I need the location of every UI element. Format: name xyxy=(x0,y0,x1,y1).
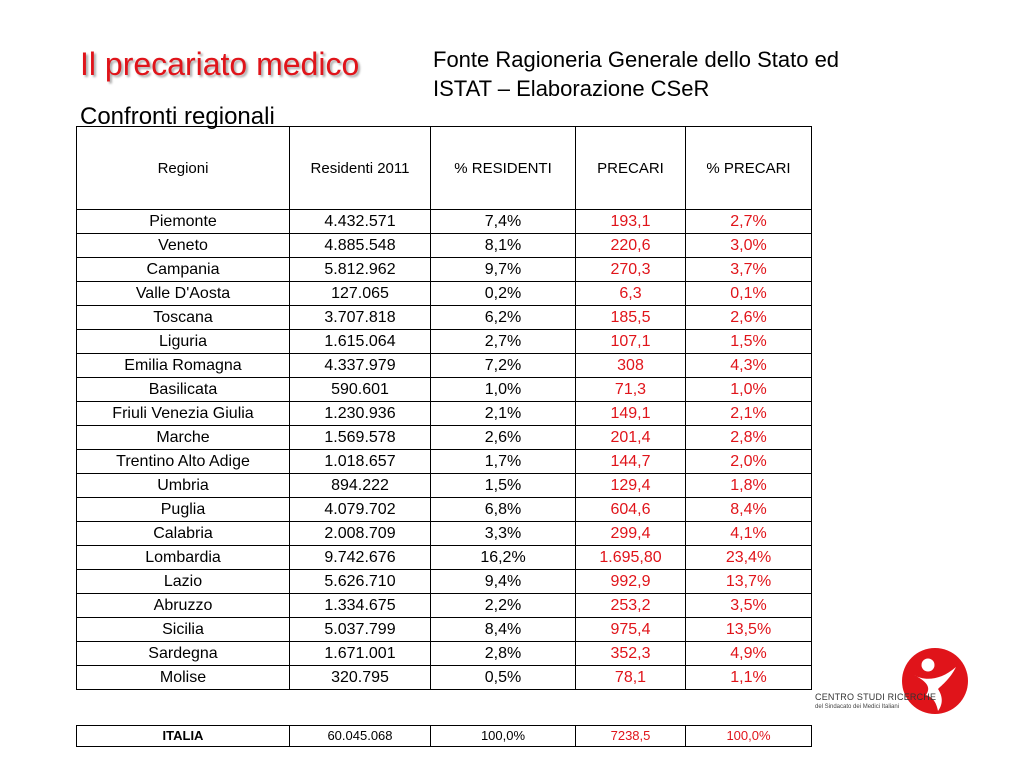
table-row xyxy=(77,594,812,618)
table-row xyxy=(77,282,812,306)
cell-region: Basilicata xyxy=(77,378,290,402)
cell-precari: 149,1 xyxy=(576,402,686,426)
cell-residents-pct: 1,5% xyxy=(431,474,576,498)
table-row xyxy=(77,378,812,402)
total-residents: 60.045.068 xyxy=(290,726,431,747)
cell-precari-pct: 2,6% xyxy=(686,306,812,330)
cell-residents-pct: 3,3% xyxy=(431,522,576,546)
logo-name: CENTRO STUDI RICERCHE xyxy=(815,692,937,702)
cell-residents: 3.707.818 xyxy=(290,306,431,330)
cell-precari-pct: 23,4% xyxy=(686,546,812,570)
table-row xyxy=(77,426,812,450)
cell-residents-pct: 8,1% xyxy=(431,234,576,258)
cell-precari: 270,3 xyxy=(576,258,686,282)
table-row xyxy=(77,474,812,498)
table-row xyxy=(77,498,812,522)
cell-region: Sicilia xyxy=(77,618,290,642)
table-row xyxy=(77,618,812,642)
cell-residents: 894.222 xyxy=(290,474,431,498)
cell-precari-pct: 1,0% xyxy=(686,378,812,402)
cell-precari: 352,3 xyxy=(576,642,686,666)
cell-residents: 4.432.571 xyxy=(290,210,431,234)
cell-region: Molise xyxy=(77,666,290,690)
cell-residents: 2.008.709 xyxy=(290,522,431,546)
cell-residents-pct: 2,7% xyxy=(431,330,576,354)
table-row xyxy=(77,234,812,258)
cell-precari: 253,2 xyxy=(576,594,686,618)
cell-residents-pct: 1,0% xyxy=(431,378,576,402)
table-row xyxy=(77,642,812,666)
cell-precari: 220,6 xyxy=(576,234,686,258)
cell-region: Emilia Romagna xyxy=(77,354,290,378)
cser-logo xyxy=(812,645,972,715)
cell-residents: 1.615.064 xyxy=(290,330,431,354)
page-title: Il precariato medico xyxy=(80,46,360,82)
cell-residents: 4.885.548 xyxy=(290,234,431,258)
cell-residents: 9.742.676 xyxy=(290,546,431,570)
cell-precari-pct: 1,1% xyxy=(686,666,812,690)
cell-residents: 127.065 xyxy=(290,282,431,306)
cell-precari: 185,5 xyxy=(576,306,686,330)
table-row xyxy=(77,546,812,570)
cell-region: Abruzzo xyxy=(77,594,290,618)
cell-precari-pct: 4,9% xyxy=(686,642,812,666)
source-line-1: Fonte Ragioneria Generale dello Stato ed xyxy=(433,47,840,72)
total-precari-pct: 100,0% xyxy=(686,726,812,747)
cell-region: Piemonte xyxy=(77,210,290,234)
cell-residents: 4.337.979 xyxy=(290,354,431,378)
cell-residents-pct: 9,7% xyxy=(431,258,576,282)
cell-precari-pct: 0,1% xyxy=(686,282,812,306)
cell-region: Calabria xyxy=(77,522,290,546)
cell-residents: 5.812.962 xyxy=(290,258,431,282)
cell-precari: 129,4 xyxy=(576,474,686,498)
cell-region: Valle D'Aosta xyxy=(77,282,290,306)
cell-precari: 308 xyxy=(576,354,686,378)
cell-residents: 5.626.710 xyxy=(290,570,431,594)
cell-residents-pct: 7,4% xyxy=(431,210,576,234)
column-header-region: Regioni xyxy=(77,127,290,210)
cell-precari: 604,6 xyxy=(576,498,686,522)
cell-precari: 193,1 xyxy=(576,210,686,234)
cell-residents-pct: 2,6% xyxy=(431,426,576,450)
cell-precari-pct: 3,0% xyxy=(686,234,812,258)
cell-region: Lazio xyxy=(77,570,290,594)
cell-precari-pct: 4,3% xyxy=(686,354,812,378)
column-header-residents-pct: % RESIDENTI xyxy=(431,127,576,210)
cell-precari-pct: 4,1% xyxy=(686,522,812,546)
cell-residents: 320.795 xyxy=(290,666,431,690)
cell-region: Sardegna xyxy=(77,642,290,666)
source-line-2: ISTAT – Elaborazione CSeR xyxy=(433,76,710,101)
cell-region: Veneto xyxy=(77,234,290,258)
cell-region: Lombardia xyxy=(77,546,290,570)
cell-residents: 1.334.675 xyxy=(290,594,431,618)
cell-residents-pct: 0,2% xyxy=(431,282,576,306)
header-row xyxy=(77,127,812,210)
cell-precari-pct: 13,5% xyxy=(686,618,812,642)
figure-logo-icon xyxy=(900,645,970,717)
table-row xyxy=(77,570,812,594)
cell-precari: 299,4 xyxy=(576,522,686,546)
table-row xyxy=(77,666,812,690)
table-row xyxy=(77,450,812,474)
column-header-residents: Residenti 2011 xyxy=(290,127,431,210)
cell-precari-pct: 3,5% xyxy=(686,594,812,618)
cell-precari: 71,3 xyxy=(576,378,686,402)
cell-precari: 78,1 xyxy=(576,666,686,690)
logo-subtitle: del Sindacato dei Medici Italiani xyxy=(815,704,900,710)
table-row xyxy=(77,258,812,282)
cell-region: Umbria xyxy=(77,474,290,498)
cell-residents-pct: 6,2% xyxy=(431,306,576,330)
cell-precari-pct: 2,1% xyxy=(686,402,812,426)
cell-region: Campania xyxy=(77,258,290,282)
cell-residents-pct: 16,2% xyxy=(431,546,576,570)
regional-table xyxy=(76,126,812,690)
cell-residents: 1.230.936 xyxy=(290,402,431,426)
cell-region: Puglia xyxy=(77,498,290,522)
cell-residents-pct: 7,2% xyxy=(431,354,576,378)
cell-residents-pct: 2,1% xyxy=(431,402,576,426)
cell-precari: 6,3 xyxy=(576,282,686,306)
cell-precari-pct: 1,8% xyxy=(686,474,812,498)
table-row xyxy=(77,330,812,354)
cell-precari-pct: 2,7% xyxy=(686,210,812,234)
total-label: ITALIA xyxy=(77,726,290,747)
cell-residents: 590.601 xyxy=(290,378,431,402)
cell-region: Marche xyxy=(77,426,290,450)
cell-region: Liguria xyxy=(77,330,290,354)
total-row xyxy=(77,726,812,747)
cell-residents-pct: 0,5% xyxy=(431,666,576,690)
cell-residents: 1.671.001 xyxy=(290,642,431,666)
cell-precari-pct: 13,7% xyxy=(686,570,812,594)
cell-precari: 144,7 xyxy=(576,450,686,474)
total-residents-pct: 100,0% xyxy=(431,726,576,747)
cell-residents-pct: 1,7% xyxy=(431,450,576,474)
source-note xyxy=(433,45,933,103)
total-precari: 7238,5 xyxy=(576,726,686,747)
cell-precari-pct: 3,7% xyxy=(686,258,812,282)
column-header-precari: PRECARI xyxy=(576,127,686,210)
table-row xyxy=(77,306,812,330)
table-row xyxy=(77,522,812,546)
table-row xyxy=(77,354,812,378)
cell-region: Friuli Venezia Giulia xyxy=(77,402,290,426)
cell-residents: 1.018.657 xyxy=(290,450,431,474)
cell-precari: 992,9 xyxy=(576,570,686,594)
cell-precari-pct: 1,5% xyxy=(686,330,812,354)
cell-precari-pct: 2,0% xyxy=(686,450,812,474)
cell-precari: 975,4 xyxy=(576,618,686,642)
cell-residents: 5.037.799 xyxy=(290,618,431,642)
cell-residents: 1.569.578 xyxy=(290,426,431,450)
cell-residents-pct: 2,2% xyxy=(431,594,576,618)
cell-precari: 1.695,80 xyxy=(576,546,686,570)
cell-residents-pct: 6,8% xyxy=(431,498,576,522)
cell-region: Trentino Alto Adige xyxy=(77,450,290,474)
cell-residents-pct: 8,4% xyxy=(431,618,576,642)
table-row xyxy=(77,210,812,234)
page-subtitle: Confronti regionali xyxy=(80,103,275,130)
table-row xyxy=(77,402,812,426)
cell-precari: 201,4 xyxy=(576,426,686,450)
cell-precari: 107,1 xyxy=(576,330,686,354)
cell-residents-pct: 9,4% xyxy=(431,570,576,594)
cell-precari-pct: 2,8% xyxy=(686,426,812,450)
cell-precari-pct: 8,4% xyxy=(686,498,812,522)
total-table xyxy=(76,725,812,747)
column-header-precari-pct: % PRECARI xyxy=(686,127,812,210)
cell-region: Toscana xyxy=(77,306,290,330)
cell-residents: 4.079.702 xyxy=(290,498,431,522)
cell-residents-pct: 2,8% xyxy=(431,642,576,666)
